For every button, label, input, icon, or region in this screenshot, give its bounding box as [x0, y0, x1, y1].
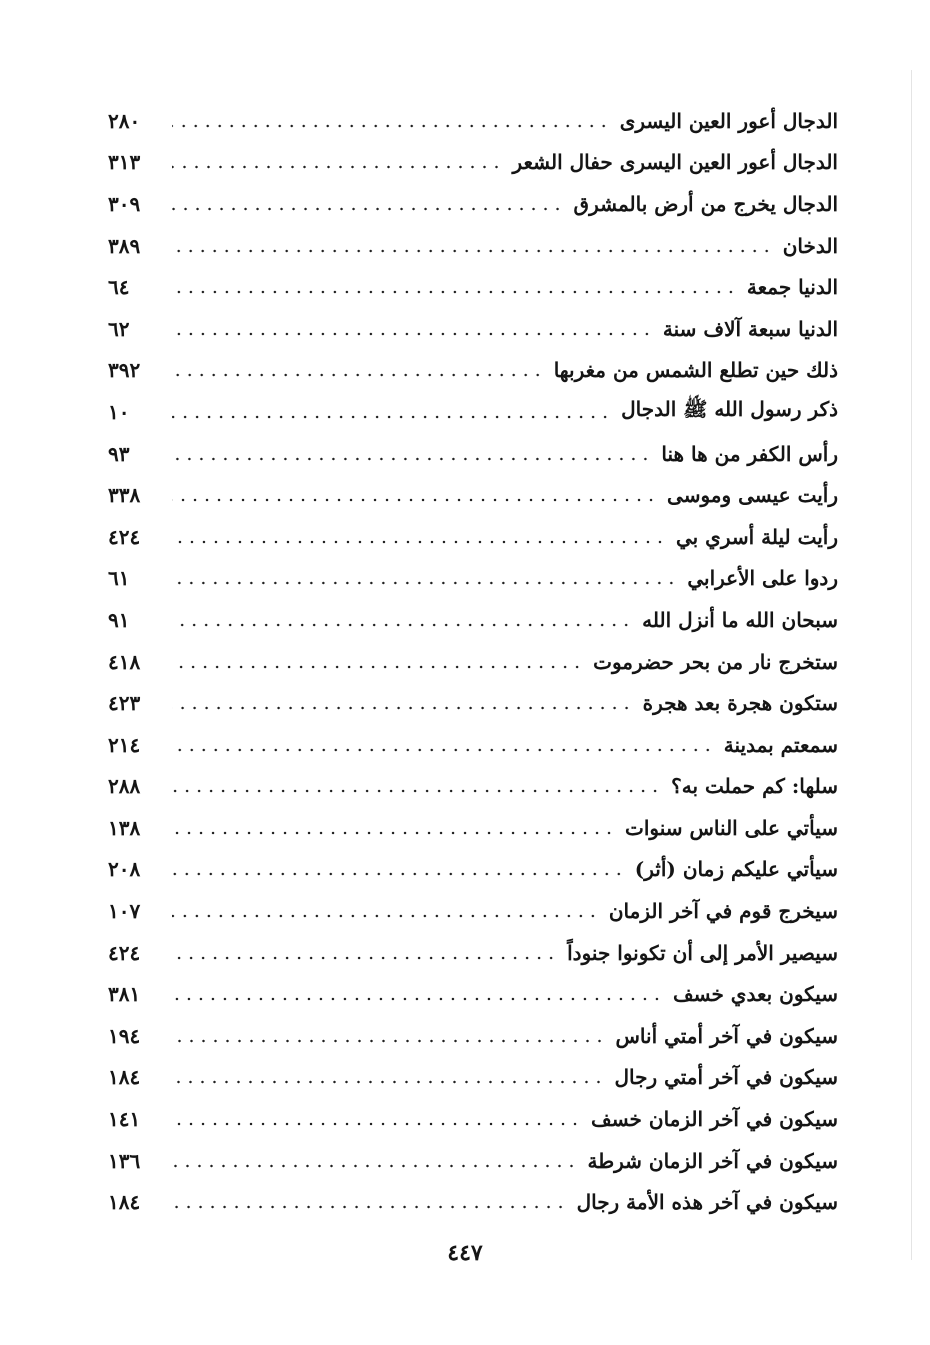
entry-title: سيخرج قوم في آخر الزمان [608, 899, 838, 924]
entry-page-number: ١٨٤ [108, 1190, 141, 1215]
index-entry [108, 1098, 838, 1140]
index-entry [108, 973, 838, 1015]
entry-page-number: ٩٣ [108, 441, 130, 466]
dot-leader [172, 871, 625, 877]
index-entry [108, 516, 838, 558]
entry-page-number: ٤١٨ [108, 649, 141, 674]
entry-page-number: ٣٨٩ [108, 233, 141, 258]
entry-title: ستخرج نار من بحر حضرموت [593, 649, 838, 674]
dot-leader [172, 747, 714, 753]
index-entry [108, 890, 838, 932]
dot-leader [172, 206, 564, 212]
entry-page-number: ٦٢ [108, 316, 130, 341]
entry-page-number: ٤٢٤ [108, 524, 141, 549]
scan-edge-line [911, 70, 912, 1260]
index-entry [108, 266, 838, 308]
dot-leader [172, 164, 503, 170]
dot-leader [172, 955, 557, 961]
index-entry [108, 558, 838, 600]
entry-title: رأيت ليلة أسري بي [675, 524, 838, 549]
index-entry [108, 142, 838, 184]
dot-leader [172, 456, 651, 462]
entry-title: ذلك حين تطلع الشمس من مغربها [553, 358, 838, 383]
dot-leader [172, 1121, 581, 1127]
dot-leader [172, 414, 611, 420]
entry-page-number: ١٤١ [108, 1107, 141, 1132]
index-entry [108, 1057, 838, 1099]
entry-page-number: ٣١٣ [108, 150, 141, 175]
entry-page-number: ١٣٦ [108, 1148, 141, 1173]
entry-title: سلها: كم حملت به؟ [671, 774, 838, 799]
entry-title: سيكون في آخر هذه الأمة رجال [576, 1190, 838, 1215]
dot-leader [172, 539, 666, 545]
entry-page-number: ٢٨٠ [108, 108, 141, 133]
entry-title: سيكون في آخر الزمان شرطة [587, 1148, 838, 1173]
index-entry [108, 807, 838, 849]
dot-leader [172, 372, 544, 378]
entry-title: رأس الكفر من ها هنا [661, 441, 838, 466]
page-number: ٤٤٧ [447, 1240, 483, 1266]
index-entry [108, 391, 838, 433]
index-entry [108, 849, 838, 891]
entry-title: سيكون بعدي خسف [672, 982, 838, 1007]
entry-title: سيأتي على الناس سنوات [625, 815, 838, 840]
index-entry [108, 641, 838, 683]
index-entry [108, 1181, 838, 1223]
index-entry [108, 350, 838, 392]
index-entry [108, 1140, 838, 1182]
entry-page-number: ٢٠٨ [108, 857, 141, 882]
entry-page-number: ٣٩٢ [108, 358, 141, 383]
entry-page-number: ٩١ [108, 607, 130, 632]
entry-title: الدجال أعور العين اليسرى [619, 108, 838, 133]
index-entry [108, 183, 838, 225]
entry-title: ستكون هجرة بعد هجرة [642, 691, 838, 716]
index-entry [108, 225, 838, 267]
dot-leader [172, 664, 583, 670]
entry-page-number: ٣٨١ [108, 982, 141, 1007]
entry-title: ذكر رسول الله ﷺ الدجال [621, 397, 838, 422]
dot-leader [172, 123, 610, 129]
dot-leader [172, 497, 657, 503]
index-entry [108, 766, 838, 808]
dot-leader [172, 705, 633, 711]
entry-page-number: ١٠ [108, 399, 130, 424]
entry-page-number: ٢١٤ [108, 732, 141, 757]
entry-title: سيصير الأمر إلى أن تكونوا جنوداً [567, 940, 838, 965]
index-entry [108, 682, 838, 724]
entry-title: الدنيا جمعة [746, 275, 838, 300]
entry-title: الدجال يخرج من أرض بالمشرق [573, 191, 838, 216]
dot-leader [172, 1079, 604, 1085]
entry-page-number: ٦٤ [108, 275, 130, 300]
entry-page-number: ١٠٧ [108, 899, 141, 924]
entry-page-number: ٤٢٤ [108, 940, 141, 965]
dot-leader [172, 996, 663, 1002]
entry-title: ردوا على الأعرابي [687, 566, 838, 591]
entry-title: سيأتي عليكم زمان (أثر) [634, 857, 838, 882]
index-entry [108, 724, 838, 766]
dot-leader [172, 248, 773, 254]
dot-leader [172, 622, 632, 628]
entry-page-number: ١٩٤ [108, 1023, 141, 1048]
entry-page-number: ١٣٨ [108, 815, 141, 840]
dot-leader [172, 788, 661, 794]
entry-title: رأيت عيسى وموسى [667, 483, 838, 508]
index-entry [108, 474, 838, 516]
dot-leader [172, 1163, 577, 1169]
index-entry [108, 433, 838, 475]
entry-title: سيكون في آخر الزمان خسف [591, 1107, 838, 1132]
index-entry [108, 308, 838, 350]
dot-leader [172, 289, 737, 295]
index-entry [108, 932, 838, 974]
entry-page-number: ٦١ [108, 566, 130, 591]
index-entry [108, 599, 838, 641]
index-entry [108, 1015, 838, 1057]
entry-page-number: ١٨٤ [108, 1065, 141, 1090]
entry-page-number: ٣٣٨ [108, 483, 141, 508]
dot-leader [172, 913, 599, 919]
dot-leader [172, 830, 615, 836]
entry-page-number: ٢٨٨ [108, 774, 141, 799]
entry-title: سيكون في آخر أمتي رجال [614, 1065, 838, 1090]
dot-leader [172, 580, 677, 586]
dot-leader [172, 1204, 567, 1210]
entry-page-number: ٤٢٣ [108, 691, 141, 716]
entry-title: الدخان [782, 233, 838, 258]
dot-leader [172, 1038, 606, 1044]
entry-title: سمعتم بمدينة [723, 732, 838, 757]
entry-title: سبحان الله ما أنزل الله [642, 607, 838, 632]
hadith-index-list [108, 100, 838, 1223]
entry-title: سيكون في آخر أمتي أناس [615, 1023, 838, 1048]
entry-page-number: ٣٠٩ [108, 191, 141, 216]
entry-title: الدجال أعور العين اليسرى حفال الشعر [512, 150, 838, 175]
index-entry [108, 100, 838, 142]
dot-leader [172, 331, 653, 337]
entry-title: الدنيا سبعة آلاف سنة [662, 316, 838, 341]
